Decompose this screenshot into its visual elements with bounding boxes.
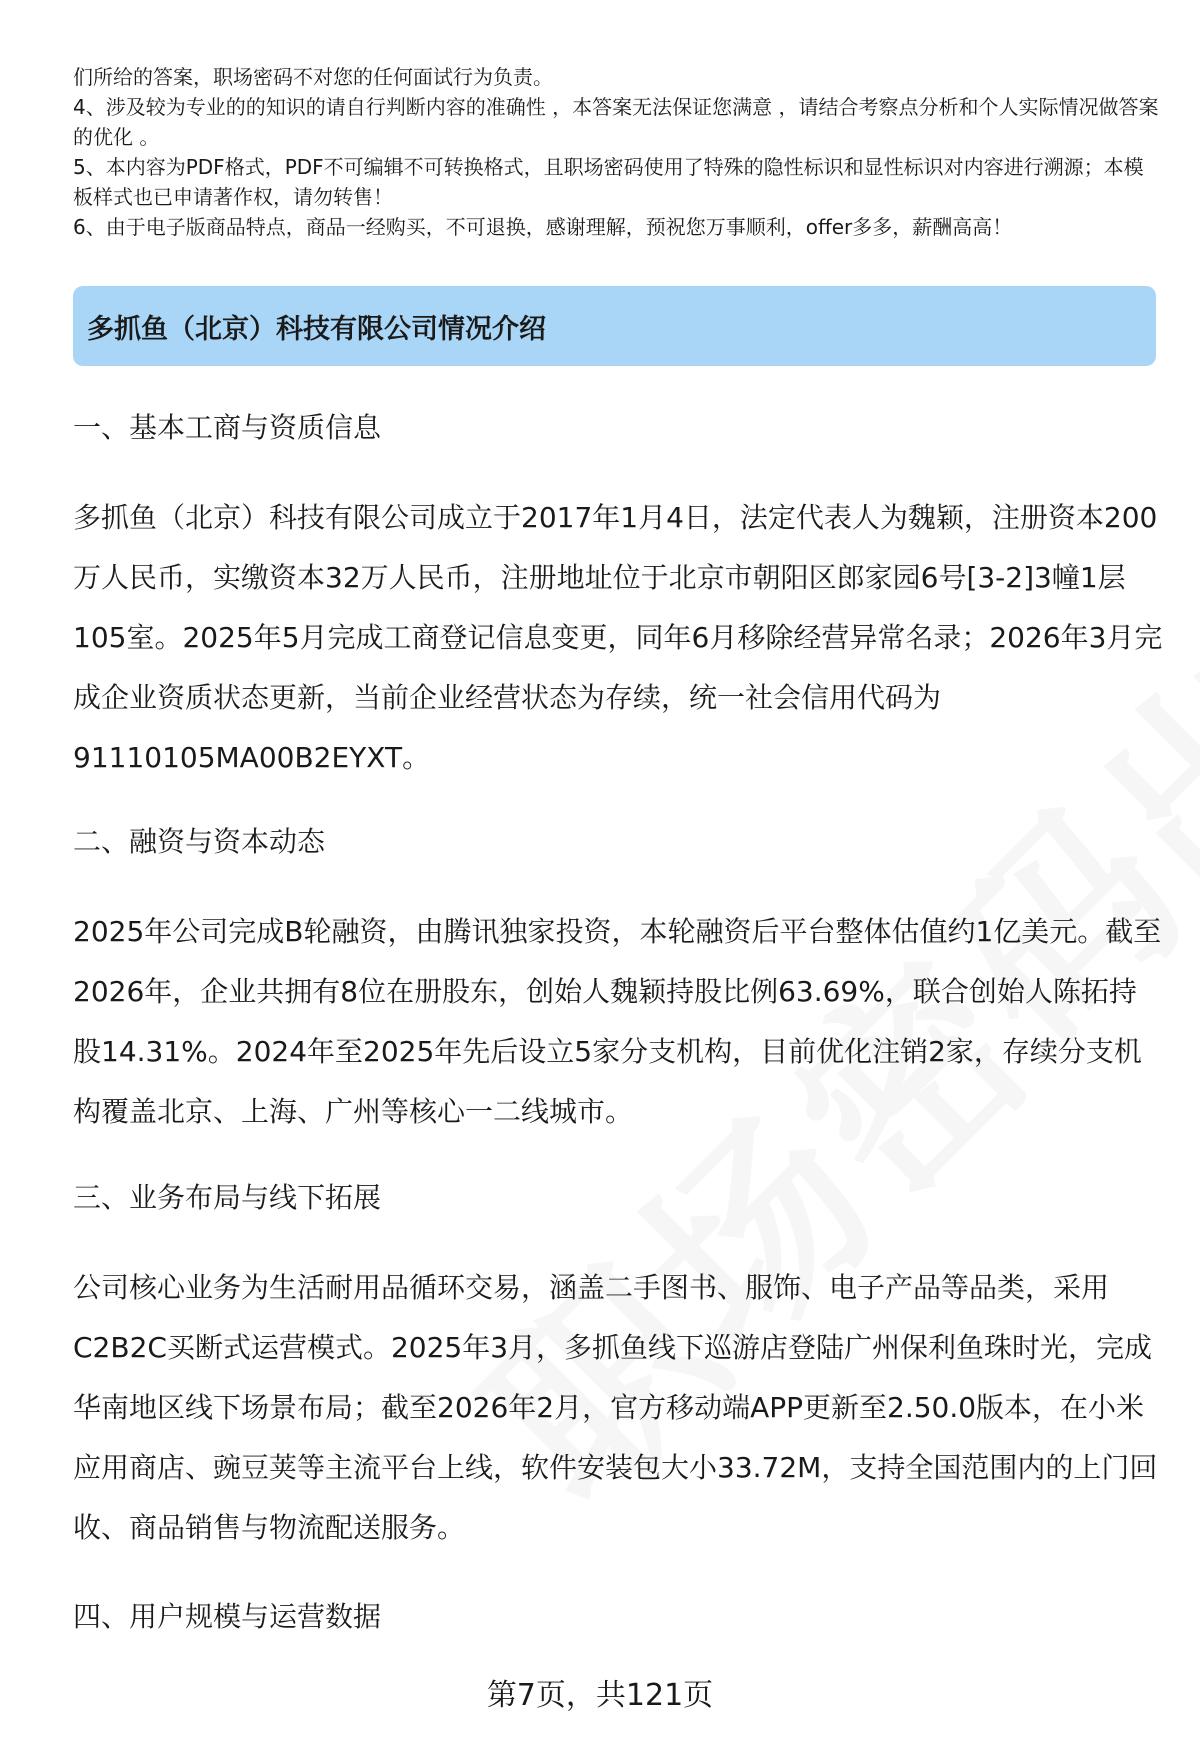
section-heading: 二、融资与资本动态 [73, 825, 326, 858]
page-number: 第7页，共121页 [486, 1678, 714, 1713]
note-line: 6、由于电子版商品特点，商品一经购买，不可退换，感谢理解，预祝您万事顺利，offer多多，薪酬高高！ [73, 215, 1013, 239]
section-body: 公司核心业务为生活耐用品循环交易，涵盖二手图书、服饰、电子产品等品类，采用C2B2C买断式运营模式。2025年3月，多抓鱼线下巡游店登陆广州保利鱼珠时光，完成华南地区线下场景布局；截至2026年2月，官方移动端APP更新至2.50.0版本，在小米应用商店、豌豆荚等主流平台上线，软件安装包大小33.72M，支持全国范围内的上门回收、商品销售与物流配送服务。 [73, 1271, 1158, 1544]
page-title: 多抓鱼（北京）科技有限公司情况介绍 [87, 313, 546, 345]
section-heading: 三、业务布局与线下拓展 [73, 1181, 382, 1214]
section-heading: 四、用户规模与运营数据 [73, 1600, 382, 1633]
section-body: 2025年公司完成B轮融资，由腾讯独家投资，本轮融资后平台整体估值约1亿美元。截至2026年，企业共拥有8位在册股东，创始人魏颖持股比例63.69%，联合创始人陈拓持股14.31%。2024年至2025年先后设立5家分支机构，目前优化注销2家，存续分支机构覆盖北京、上海、广州等核心一二线城市。 [73, 915, 1162, 1128]
section-body: 多抓鱼（北京）科技有限公司成立于2017年1月4日，法定代表人为魏颖，注册资本200万人民币，实缴资本32万人民币，注册地址位于北京市朝阳区郎家园6号[3-2]3幢1层105室。2025年5月完成工商登记信息变更，同年6月移除经营异常名录；2026年3月完成企业资质状态更新，当前企业经营状态为存续，统一社会信用代码为91110105MA00B2EYXT。 [73, 501, 1163, 774]
note-line: 们所给的答案，职场密码不对您的任何面试行为负责。 [73, 65, 553, 89]
note-line: 5、本内容为PDF格式，PDF不可编辑不可转换格式，且职场密码使用了特殊的隐性标识和显性标识对内容进行溯源；本模板样式也已申请著作权，请勿转售！ [73, 155, 1144, 209]
title-banner [73, 286, 1156, 366]
disclaimer-notes [73, 62, 1163, 242]
section-heading: 一、基本工商与资质信息 [73, 411, 382, 444]
note-line: 4、涉及较为专业的的知识的请自行判断内容的准确性 ，本答案无法保证您满意 ，请结合考察点分析和个人实际情况做答案的优化 。 [73, 95, 1159, 149]
